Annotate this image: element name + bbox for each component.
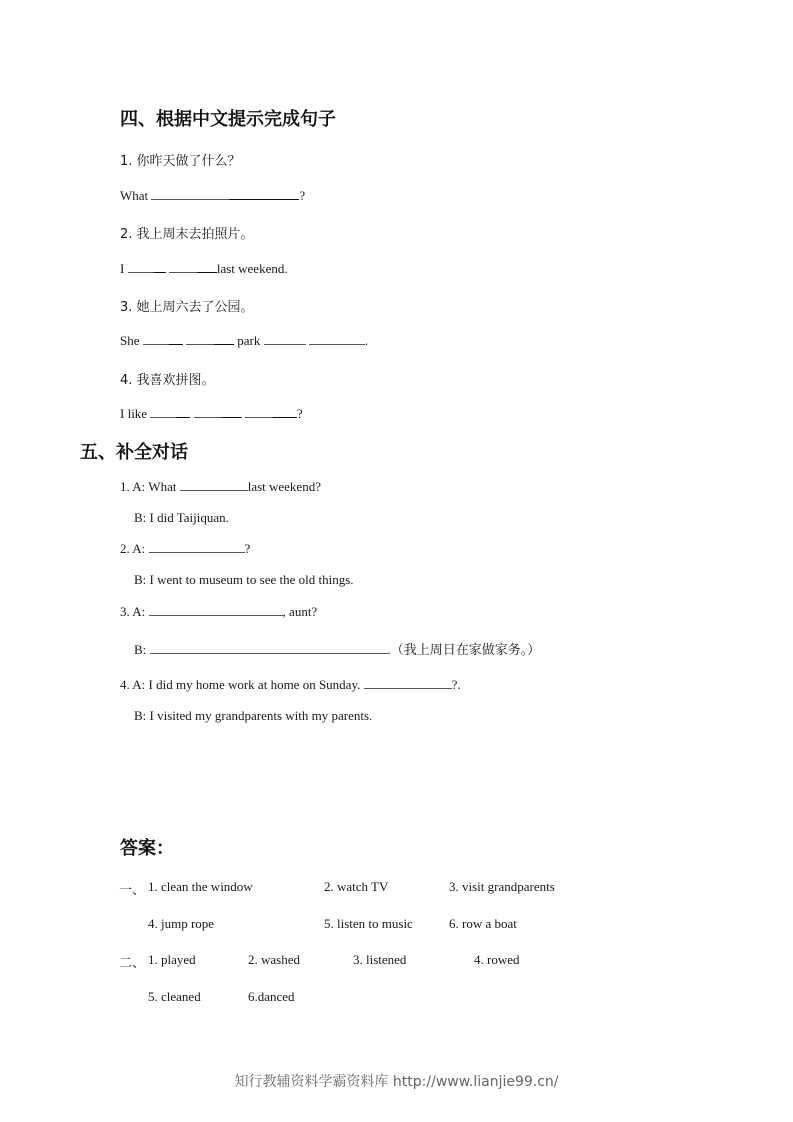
d3-a-lead: 3. A:: [120, 604, 146, 619]
d4-a-lead: 4. A: I did my home work at home on Sunday.: [120, 677, 361, 692]
q3-blank-4[interactable]: [309, 344, 365, 345]
q3-blank-1b[interactable]: [169, 344, 183, 345]
answer-1-5: 5. listen to music: [324, 916, 413, 931]
d4-b-line: B: I visited my grandparents with my parents.: [134, 708, 373, 723]
q2-lead: I: [120, 261, 125, 276]
answer-1-1: 1. clean the window: [148, 879, 253, 894]
q2-blank-2[interactable]: [169, 272, 197, 273]
d4-a-end: ?.: [451, 677, 461, 692]
answer-1-3: 3. visit grandparents: [449, 879, 555, 894]
q3-blank-1[interactable]: [143, 344, 169, 345]
answer-1-4: 4. jump rope: [148, 916, 215, 931]
q3-blank-3[interactable]: [264, 344, 306, 345]
q1-end: ?: [299, 188, 306, 203]
footer-link[interactable]: 知行教辅资料学霸资料库 http://www.lianjie99.cn/: [234, 1074, 559, 1090]
q2-end: last weekend.: [216, 261, 288, 276]
q1-lead: What: [120, 188, 149, 203]
q4-blank-1b[interactable]: [176, 417, 190, 418]
d3-b-hint: （我上周日在家做家务。）: [390, 643, 541, 658]
q4-end: ?: [296, 406, 303, 421]
q1-prompt: 1. 你昨天做了什么？: [120, 154, 241, 169]
q3-lead: She: [120, 333, 140, 348]
q3-end: .: [364, 333, 369, 348]
q3-blank-2[interactable]: [186, 344, 214, 345]
q1-blank-1[interactable]: [151, 199, 229, 200]
q2-prompt: 2. 我上周末去拍照片。: [120, 227, 254, 242]
q4-blank-2[interactable]: [194, 417, 222, 418]
q3-prompt: 3. 她上周六去了公园。: [120, 300, 254, 315]
section-5-heading: 五、补全对话: [80, 442, 188, 463]
d2-blank[interactable]: [149, 552, 245, 553]
q4-line: [120, 406, 303, 422]
d1-a-line: [120, 479, 321, 495]
q3-mid: park: [237, 333, 261, 348]
q4-lead: I like: [120, 406, 148, 421]
q2-line: [120, 261, 288, 277]
q4-prompt: 4. 我喜欢拼图。: [120, 373, 215, 388]
d3-a-line: [120, 604, 317, 620]
answer-2-3: 3. listened: [353, 952, 407, 967]
answers-part2-marker: 二、: [119, 956, 146, 971]
q4-blank-3[interactable]: [245, 417, 273, 418]
answers-heading: 答案：: [120, 838, 174, 859]
d3-b-end: .: [387, 642, 391, 657]
answer-2-6: 6.danced: [248, 989, 295, 1004]
answer-2-4: 4. rowed: [474, 952, 520, 967]
answer-1-6: 6. row a boat: [449, 916, 517, 931]
d3-b-blank[interactable]: [150, 653, 388, 654]
q2-blank-1[interactable]: [128, 272, 154, 273]
d2-a-end: ?: [244, 541, 251, 556]
d3-b-lead: B:: [134, 642, 147, 657]
section-4-heading: 四、根据中文提示完成句子: [120, 109, 336, 130]
d3-a-end: , aunt?: [282, 604, 318, 619]
answer-2-5: 5. cleaned: [148, 989, 201, 1004]
d2-a-lead: 2. A:: [120, 541, 146, 556]
q3-line: [120, 333, 368, 349]
d1-b-line: B: I did Taijiquan.: [134, 510, 229, 525]
d1-a-end: last weekend?: [247, 479, 321, 494]
q1-line: [120, 188, 305, 204]
d3-a-blank[interactable]: [149, 615, 283, 616]
d4-blank[interactable]: [364, 688, 452, 689]
d1-a-lead: 1. A: What: [120, 479, 177, 494]
d3-b-line: [134, 639, 540, 658]
q4-blank-3b[interactable]: [273, 417, 297, 418]
d2-a-line: [120, 541, 250, 557]
d2-b-line: B: I went to museum to see the old things.: [134, 572, 354, 587]
d1-blank[interactable]: [180, 490, 248, 491]
q1-blank-2[interactable]: [229, 199, 299, 200]
answer-1-2: 2. watch TV: [324, 879, 389, 894]
q3-blank-2b[interactable]: [214, 344, 234, 345]
q2-blank-1b[interactable]: [154, 272, 166, 273]
q4-blank-1[interactable]: [150, 417, 176, 418]
answer-2-2: 2. washed: [248, 952, 300, 967]
answer-2-1: 1. played: [148, 952, 196, 967]
d4-a-line: [120, 677, 461, 693]
answers-part1-marker: 一、: [119, 883, 146, 898]
q4-blank-2b[interactable]: [222, 417, 242, 418]
q2-blank-2b[interactable]: [197, 272, 217, 273]
